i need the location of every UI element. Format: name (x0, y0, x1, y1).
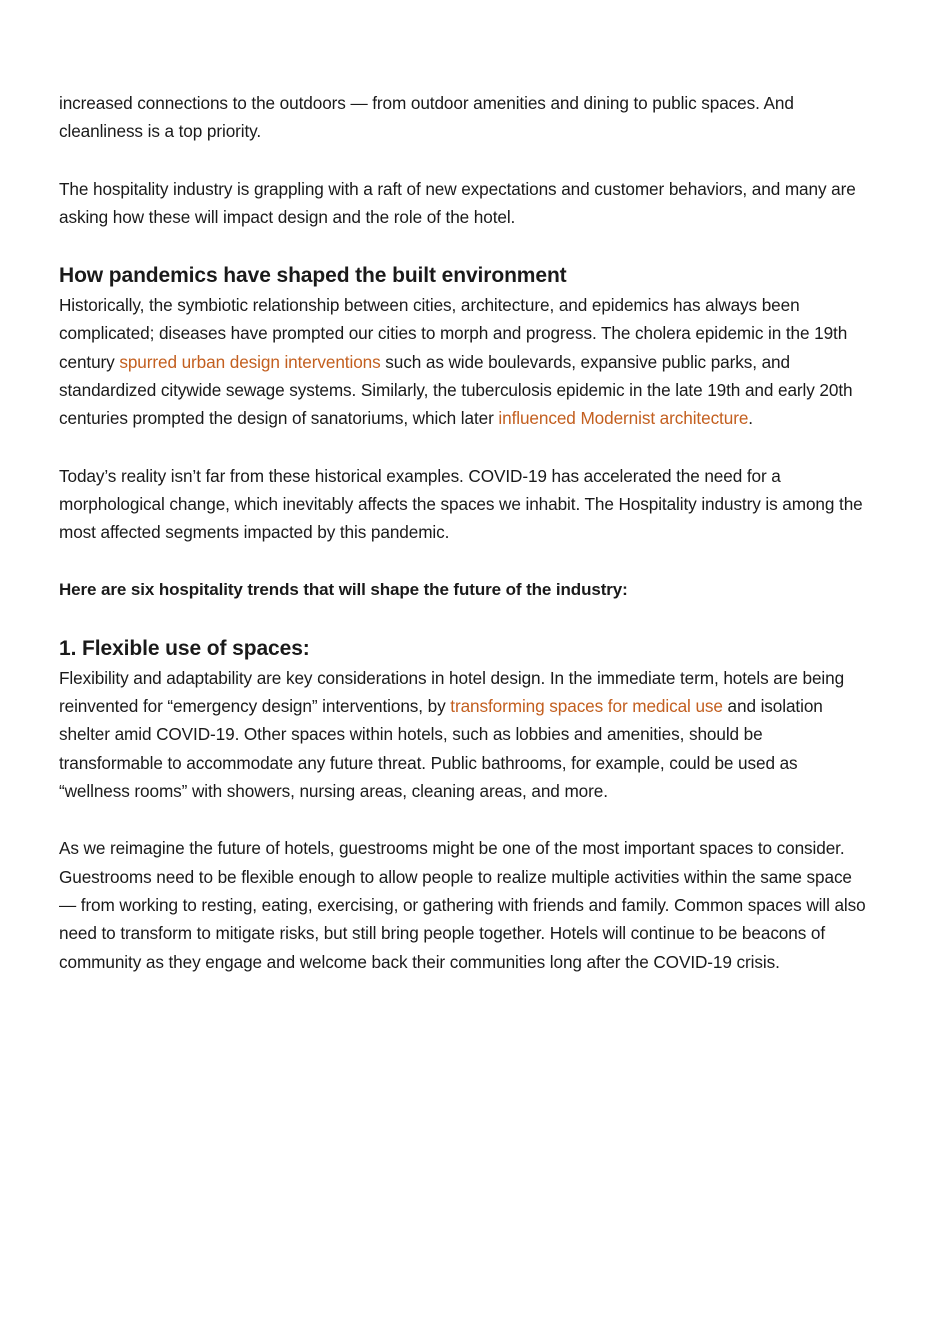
pandemics-paragraph-2: Today’s reality isn’t far from these historical examples. COVID-19 has accelerated the need for a morphological change, which inevitably affects the spaces we inhabit. The Hospitality industry is among the most affected segments impacted by this pandemic. (59, 465, 863, 543)
text-run: such as wide boulevards, expansive public parks, and standardized citywide sewage systems. Similarly, the tuberculosis epidemic in the late 19th and early 20th centuries prompted the design of sanatoriums, which later (59, 351, 853, 429)
article-body (59, 89, 871, 976)
flexible-paragraph-2: As we reimagine the future of hotels, guestrooms might be one of the most important spaces to consider. Guestrooms need to be flexible enough to allow people to realize multiple activities within the same space — from working to resting, eating, exercising, or gathering with friends and family. Common spaces will also need to transform to mitigate risks, but still bring people together. Hotels will continue to be beacons of community as they engage and welcome back their communities long after the COVID-19 crisis. (59, 838, 866, 972)
text-run: Flexibility and adaptability are key considerations in hotel design. In the immediate term, hotels are being reinvented for “emergency design” interventions, by (59, 667, 845, 717)
section-heading-flexible-spaces: 1. Flexible use of spaces: (59, 636, 310, 660)
text-run: . (748, 408, 753, 429)
spacer (59, 547, 871, 576)
section-heading-pandemics: How pandemics have shaped the built environment (59, 264, 567, 288)
intro-paragraph-1: increased connections to the outdoors — from outdoor amenities and dining to public spaces. And cleanliness is a top priority. (59, 93, 794, 142)
text-run: and isolation shelter amid COVID-19. Other spaces within hotels, such as lobbies and amenities, should be transformable to accommodate any future threat. Public bathrooms, for example, could be used as “wellness rooms” with showers, nursing areas, cleaning areas, and more. (59, 696, 823, 802)
spacer (59, 805, 871, 834)
link-urban-design-interventions[interactable]: spurred urban design interventions (119, 351, 381, 372)
spacer (59, 433, 871, 462)
pandemics-paragraph-1 (59, 291, 871, 432)
spacer (59, 231, 871, 261)
intro-paragraph-2: The hospitality industry is grappling with a raft of new expectations and customer behaviors, and many are asking how these will impact design and the role of the hotel. (59, 178, 856, 227)
spacer (59, 146, 871, 175)
link-modernist-architecture[interactable]: influenced Modernist architecture (498, 408, 749, 429)
link-medical-use-spaces[interactable]: transforming spaces for medical use (450, 696, 723, 717)
flexible-paragraph-1 (59, 664, 871, 805)
text-run: Historically, the symbiotic relationship between cities, architecture, and epidemics has always been complicated; diseases have prompted our cities to morph and progress. The cholera epidemic in the 19th century (59, 295, 848, 372)
trends-lead-text: Here are six hospitality trends that will shape the future of the industry: (59, 579, 628, 599)
spacer (59, 604, 871, 634)
